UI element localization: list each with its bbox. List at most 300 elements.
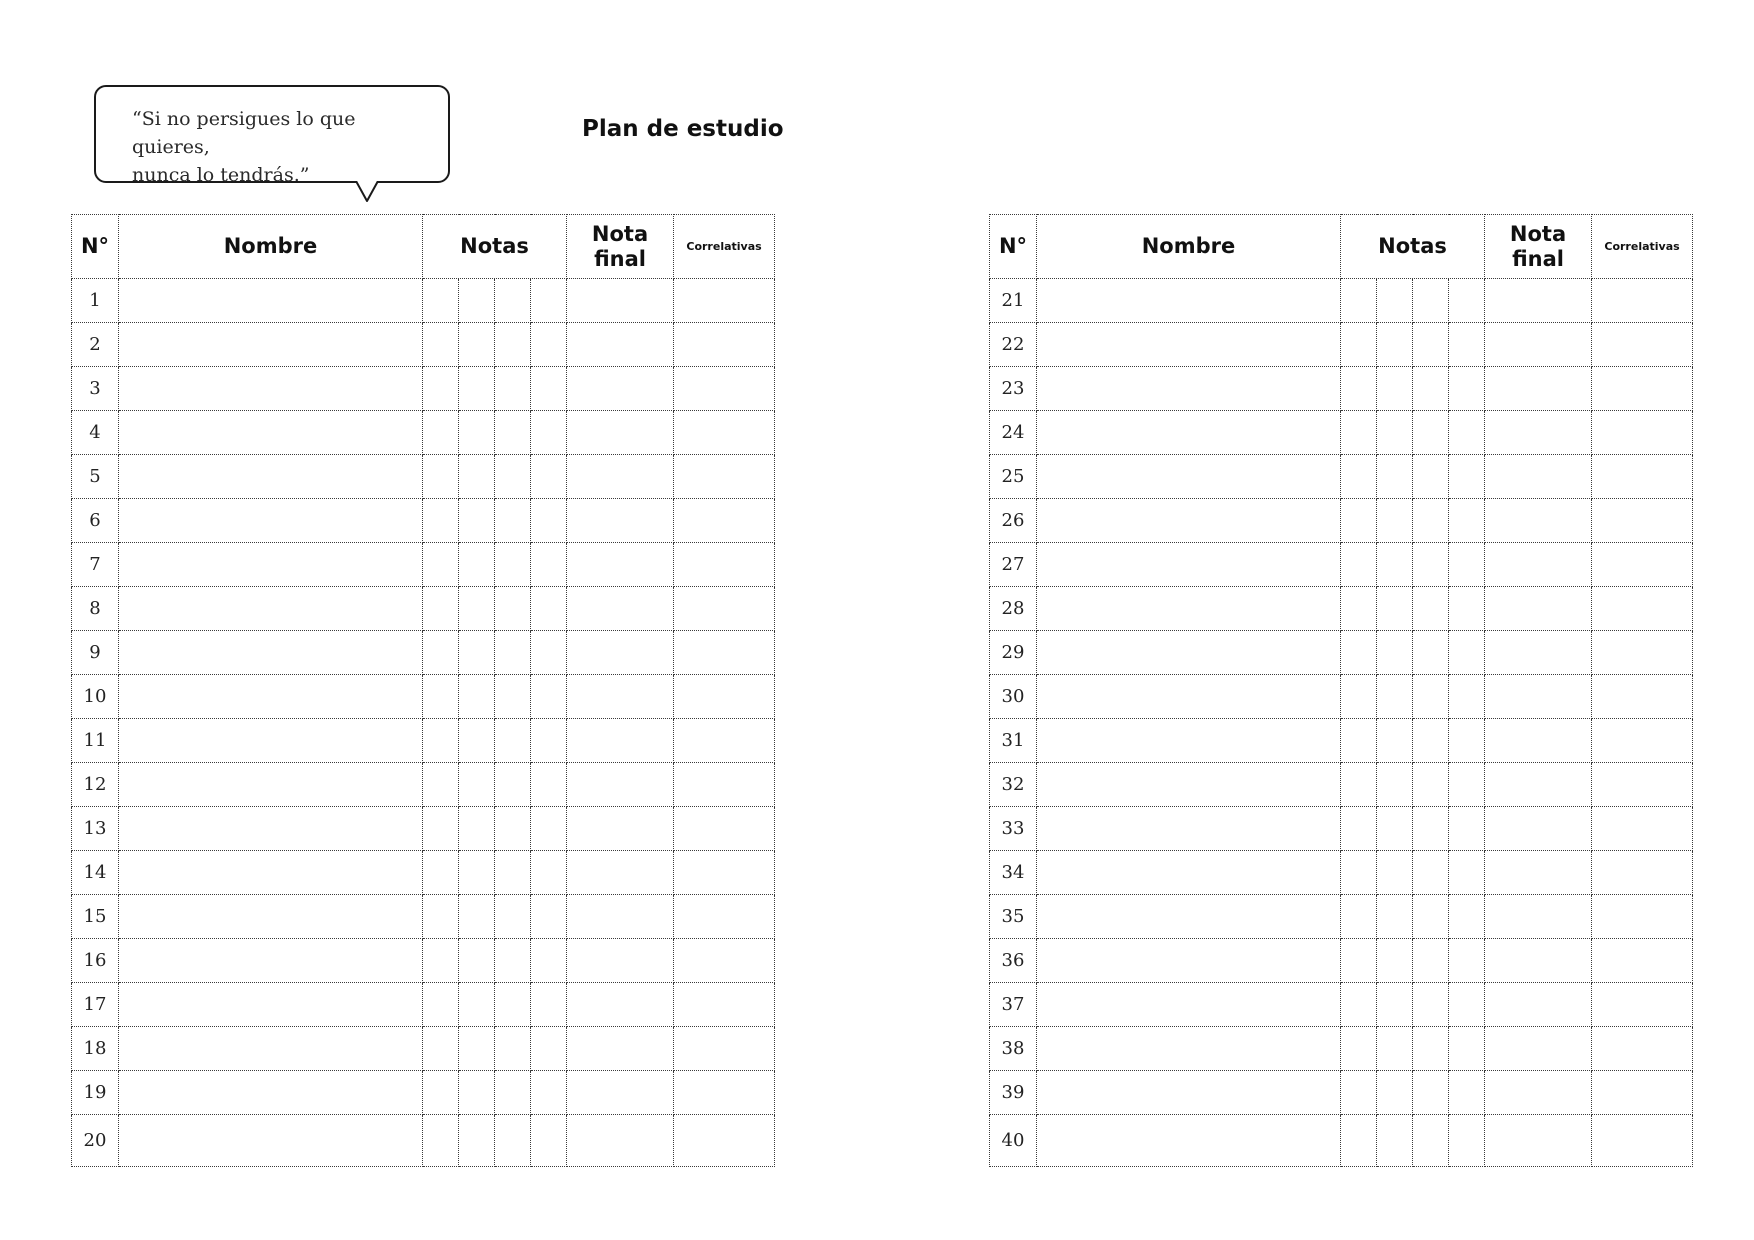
grade-cell[interactable] bbox=[495, 719, 531, 763]
table-row bbox=[990, 631, 1693, 675]
grade-cell[interactable] bbox=[531, 1071, 567, 1115]
grade-cell[interactable] bbox=[1449, 895, 1485, 939]
subject-name-cell[interactable] bbox=[1037, 719, 1341, 763]
final-grade-cell[interactable] bbox=[1485, 367, 1592, 411]
subject-name-cell[interactable] bbox=[119, 851, 423, 895]
grade-cell[interactable] bbox=[495, 807, 531, 851]
grade-cell[interactable] bbox=[1341, 1115, 1377, 1167]
prerequisites-cell[interactable] bbox=[674, 1115, 775, 1167]
grade-cell[interactable] bbox=[1413, 763, 1449, 807]
grade-cell[interactable] bbox=[1449, 543, 1485, 587]
final-grade-cell[interactable] bbox=[1485, 939, 1592, 983]
subject-name-cell[interactable] bbox=[1037, 1115, 1341, 1167]
final-grade-cell[interactable] bbox=[567, 587, 674, 631]
final-grade-cell[interactable] bbox=[567, 367, 674, 411]
final-grade-cell[interactable] bbox=[1485, 895, 1592, 939]
grade-cell[interactable] bbox=[1377, 1071, 1413, 1115]
grade-cell[interactable] bbox=[1449, 851, 1485, 895]
grade-cell[interactable] bbox=[495, 323, 531, 367]
grade-cell[interactable] bbox=[495, 367, 531, 411]
grade-cell[interactable] bbox=[531, 543, 567, 587]
subject-name-cell[interactable] bbox=[119, 587, 423, 631]
final-grade-cell[interactable] bbox=[567, 675, 674, 719]
prerequisites-cell[interactable] bbox=[1592, 851, 1693, 895]
grade-cell[interactable] bbox=[1449, 455, 1485, 499]
subject-name-cell[interactable] bbox=[1037, 763, 1341, 807]
subject-name-cell[interactable] bbox=[1037, 499, 1341, 543]
row-number: 27 bbox=[990, 543, 1037, 587]
header-number: N° bbox=[990, 215, 1037, 279]
grade-cell[interactable] bbox=[1341, 939, 1377, 983]
prerequisites-cell[interactable] bbox=[674, 367, 775, 411]
grade-cell[interactable] bbox=[423, 499, 459, 543]
grade-cell[interactable] bbox=[531, 939, 567, 983]
prerequisites-cell[interactable] bbox=[1592, 1027, 1693, 1071]
subject-name-cell[interactable] bbox=[1037, 279, 1341, 323]
grade-cell[interactable] bbox=[1341, 367, 1377, 411]
grade-cell[interactable] bbox=[1377, 719, 1413, 763]
grade-cell[interactable] bbox=[531, 763, 567, 807]
grade-cell[interactable] bbox=[1449, 763, 1485, 807]
grade-cell[interactable] bbox=[495, 763, 531, 807]
grade-cell[interactable] bbox=[531, 631, 567, 675]
subject-name-cell[interactable] bbox=[119, 1071, 423, 1115]
prerequisites-cell[interactable] bbox=[674, 1027, 775, 1071]
grade-cell[interactable] bbox=[531, 279, 567, 323]
grade-cell[interactable] bbox=[531, 1115, 567, 1167]
prerequisites-cell[interactable] bbox=[674, 763, 775, 807]
grade-cell[interactable] bbox=[423, 675, 459, 719]
prerequisites-cell[interactable] bbox=[1592, 1071, 1693, 1115]
grade-cell[interactable] bbox=[495, 983, 531, 1027]
final-grade-cell[interactable] bbox=[567, 279, 674, 323]
final-grade-cell[interactable] bbox=[567, 631, 674, 675]
grade-cell[interactable] bbox=[1413, 719, 1449, 763]
subject-name-cell[interactable] bbox=[119, 279, 423, 323]
grade-cell[interactable] bbox=[459, 851, 495, 895]
grade-cell[interactable] bbox=[459, 763, 495, 807]
row-number: 16 bbox=[72, 939, 119, 983]
grade-cell[interactable] bbox=[1413, 367, 1449, 411]
final-grade-cell[interactable] bbox=[567, 455, 674, 499]
final-grade-cell[interactable] bbox=[567, 983, 674, 1027]
prerequisites-cell[interactable] bbox=[1592, 675, 1693, 719]
subject-name-cell[interactable] bbox=[1037, 851, 1341, 895]
grade-cell[interactable] bbox=[1413, 1115, 1449, 1167]
subject-name-cell[interactable] bbox=[119, 719, 423, 763]
prerequisites-cell[interactable] bbox=[674, 499, 775, 543]
grade-cell[interactable] bbox=[459, 499, 495, 543]
subject-name-cell[interactable] bbox=[119, 455, 423, 499]
final-grade-cell[interactable] bbox=[567, 763, 674, 807]
grade-cell[interactable] bbox=[1341, 279, 1377, 323]
final-grade-cell[interactable] bbox=[567, 939, 674, 983]
final-grade-cell[interactable] bbox=[567, 1115, 674, 1167]
subject-name-cell[interactable] bbox=[119, 807, 423, 851]
grade-cell[interactable] bbox=[459, 631, 495, 675]
final-grade-cell[interactable] bbox=[1485, 279, 1592, 323]
grade-cell[interactable] bbox=[1341, 763, 1377, 807]
prerequisites-cell[interactable] bbox=[1592, 983, 1693, 1027]
prerequisites-cell[interactable] bbox=[674, 1071, 775, 1115]
grade-cell[interactable] bbox=[1341, 631, 1377, 675]
final-grade-cell[interactable] bbox=[1485, 455, 1592, 499]
grade-cell[interactable] bbox=[1377, 499, 1413, 543]
grade-cell[interactable] bbox=[459, 719, 495, 763]
final-grade-cell[interactable] bbox=[567, 499, 674, 543]
grade-cell[interactable] bbox=[459, 1115, 495, 1167]
row-number: 12 bbox=[72, 763, 119, 807]
final-grade-cell[interactable] bbox=[1485, 323, 1592, 367]
grade-cell[interactable] bbox=[1413, 851, 1449, 895]
grade-cell[interactable] bbox=[495, 455, 531, 499]
study-plan-table-right bbox=[989, 214, 1693, 1167]
subject-name-cell[interactable] bbox=[119, 895, 423, 939]
row-number: 39 bbox=[990, 1071, 1037, 1115]
grade-cell[interactable] bbox=[531, 983, 567, 1027]
grade-cell[interactable] bbox=[1449, 499, 1485, 543]
grade-cell[interactable] bbox=[1341, 455, 1377, 499]
grade-cell[interactable] bbox=[531, 807, 567, 851]
grade-cell[interactable] bbox=[423, 939, 459, 983]
grade-cell[interactable] bbox=[423, 807, 459, 851]
grade-cell[interactable] bbox=[1449, 279, 1485, 323]
grade-cell[interactable] bbox=[1449, 587, 1485, 631]
grade-cell[interactable] bbox=[1377, 939, 1413, 983]
grade-cell[interactable] bbox=[423, 455, 459, 499]
prerequisites-cell[interactable] bbox=[1592, 763, 1693, 807]
subject-name-cell[interactable] bbox=[1037, 939, 1341, 983]
grade-cell[interactable] bbox=[1341, 499, 1377, 543]
subject-name-cell[interactable] bbox=[1037, 455, 1341, 499]
grade-cell[interactable] bbox=[459, 587, 495, 631]
subject-name-cell[interactable] bbox=[1037, 1071, 1341, 1115]
grade-cell[interactable] bbox=[1413, 675, 1449, 719]
grade-cell[interactable] bbox=[1449, 983, 1485, 1027]
subject-name-cell[interactable] bbox=[1037, 587, 1341, 631]
prerequisites-cell[interactable] bbox=[674, 455, 775, 499]
grade-cell[interactable] bbox=[495, 1027, 531, 1071]
grade-cell[interactable] bbox=[423, 983, 459, 1027]
grade-cell[interactable] bbox=[423, 543, 459, 587]
grade-cell[interactable] bbox=[1377, 851, 1413, 895]
grade-cell[interactable] bbox=[495, 279, 531, 323]
grade-cell[interactable] bbox=[531, 323, 567, 367]
grade-cell[interactable] bbox=[423, 1115, 459, 1167]
final-grade-cell[interactable] bbox=[1485, 851, 1592, 895]
final-grade-cell[interactable] bbox=[1485, 1115, 1592, 1167]
subject-name-cell[interactable] bbox=[119, 1027, 423, 1071]
grade-cell[interactable] bbox=[459, 983, 495, 1027]
prerequisites-cell[interactable] bbox=[674, 587, 775, 631]
final-grade-cell[interactable] bbox=[1485, 763, 1592, 807]
grade-cell[interactable] bbox=[1377, 983, 1413, 1027]
prerequisites-cell[interactable] bbox=[674, 323, 775, 367]
prerequisites-cell[interactable] bbox=[1592, 895, 1693, 939]
row-number: 13 bbox=[72, 807, 119, 851]
table-row bbox=[72, 323, 775, 367]
grade-cell[interactable] bbox=[495, 543, 531, 587]
grade-cell[interactable] bbox=[531, 499, 567, 543]
final-grade-cell[interactable] bbox=[1485, 1027, 1592, 1071]
prerequisites-cell[interactable] bbox=[1592, 631, 1693, 675]
grade-cell[interactable] bbox=[531, 895, 567, 939]
grade-cell[interactable] bbox=[1449, 1071, 1485, 1115]
subject-name-cell[interactable] bbox=[119, 763, 423, 807]
grade-cell[interactable] bbox=[1449, 1027, 1485, 1071]
subject-name-cell[interactable] bbox=[1037, 367, 1341, 411]
grade-cell[interactable] bbox=[1449, 411, 1485, 455]
final-grade-cell[interactable] bbox=[1485, 675, 1592, 719]
prerequisites-cell[interactable] bbox=[674, 543, 775, 587]
grade-cell[interactable] bbox=[423, 323, 459, 367]
subject-name-cell[interactable] bbox=[119, 939, 423, 983]
grade-cell[interactable] bbox=[495, 411, 531, 455]
final-grade-cell[interactable] bbox=[567, 1027, 674, 1071]
quote-line-1: “Si no persigues lo que quieres, bbox=[132, 108, 356, 158]
grade-cell[interactable] bbox=[495, 1071, 531, 1115]
grade-cell[interactable] bbox=[531, 719, 567, 763]
table-row bbox=[990, 455, 1693, 499]
subject-name-cell[interactable] bbox=[119, 631, 423, 675]
grade-cell[interactable] bbox=[1377, 1027, 1413, 1071]
grade-cell[interactable] bbox=[1341, 983, 1377, 1027]
subject-name-cell[interactable] bbox=[1037, 807, 1341, 851]
prerequisites-cell[interactable] bbox=[1592, 411, 1693, 455]
grade-cell[interactable] bbox=[1377, 323, 1413, 367]
grade-cell[interactable] bbox=[495, 895, 531, 939]
prerequisites-cell[interactable] bbox=[1592, 587, 1693, 631]
prerequisites-cell[interactable] bbox=[1592, 455, 1693, 499]
grade-cell[interactable] bbox=[531, 675, 567, 719]
final-grade-cell[interactable] bbox=[1485, 587, 1592, 631]
grade-cell[interactable] bbox=[459, 1027, 495, 1071]
grade-cell[interactable] bbox=[423, 367, 459, 411]
table-row bbox=[72, 543, 775, 587]
subject-name-cell[interactable] bbox=[1037, 895, 1341, 939]
grade-cell[interactable] bbox=[495, 675, 531, 719]
prerequisites-cell[interactable] bbox=[1592, 499, 1693, 543]
subject-name-cell[interactable] bbox=[1037, 1027, 1341, 1071]
prerequisites-cell[interactable] bbox=[1592, 323, 1693, 367]
grade-cell[interactable] bbox=[1413, 939, 1449, 983]
grade-cell[interactable] bbox=[495, 939, 531, 983]
row-number: 28 bbox=[990, 587, 1037, 631]
grade-cell[interactable] bbox=[459, 279, 495, 323]
prerequisites-cell[interactable] bbox=[674, 411, 775, 455]
grade-cell[interactable] bbox=[1449, 939, 1485, 983]
prerequisites-cell[interactable] bbox=[1592, 367, 1693, 411]
subject-name-cell[interactable] bbox=[1037, 411, 1341, 455]
prerequisites-cell[interactable] bbox=[674, 851, 775, 895]
row-number: 24 bbox=[990, 411, 1037, 455]
grade-cell[interactable] bbox=[1377, 1115, 1413, 1167]
subject-name-cell[interactable] bbox=[119, 675, 423, 719]
grade-cell[interactable] bbox=[1341, 587, 1377, 631]
grade-cell[interactable] bbox=[1413, 587, 1449, 631]
grade-cell[interactable] bbox=[423, 631, 459, 675]
grade-cell[interactable] bbox=[1377, 675, 1413, 719]
subject-name-cell[interactable] bbox=[119, 367, 423, 411]
grade-cell[interactable] bbox=[459, 675, 495, 719]
grade-cell[interactable] bbox=[423, 279, 459, 323]
grade-cell[interactable] bbox=[1449, 675, 1485, 719]
grade-cell[interactable] bbox=[1413, 631, 1449, 675]
table-row bbox=[990, 675, 1693, 719]
final-grade-cell[interactable] bbox=[1485, 807, 1592, 851]
grade-cell[interactable] bbox=[459, 411, 495, 455]
prerequisites-cell[interactable] bbox=[1592, 719, 1693, 763]
final-grade-cell[interactable] bbox=[567, 807, 674, 851]
final-grade-cell[interactable] bbox=[567, 1071, 674, 1115]
table-row bbox=[72, 895, 775, 939]
final-grade-cell[interactable] bbox=[567, 719, 674, 763]
grade-cell[interactable] bbox=[1413, 1027, 1449, 1071]
subject-name-cell[interactable] bbox=[1037, 323, 1341, 367]
grade-cell[interactable] bbox=[459, 1071, 495, 1115]
final-grade-cell[interactable] bbox=[567, 543, 674, 587]
grade-cell[interactable] bbox=[423, 1027, 459, 1071]
grade-cell[interactable] bbox=[423, 763, 459, 807]
prerequisites-cell[interactable] bbox=[674, 719, 775, 763]
grade-cell[interactable] bbox=[1413, 411, 1449, 455]
grade-cell[interactable] bbox=[1341, 1027, 1377, 1071]
grade-cell[interactable] bbox=[1377, 411, 1413, 455]
grade-cell[interactable] bbox=[1341, 807, 1377, 851]
subject-name-cell[interactable] bbox=[119, 323, 423, 367]
grade-cell[interactable] bbox=[423, 895, 459, 939]
grade-cell[interactable] bbox=[423, 719, 459, 763]
row-number: 18 bbox=[72, 1027, 119, 1071]
subject-name-cell[interactable] bbox=[1037, 675, 1341, 719]
grade-cell[interactable] bbox=[531, 1027, 567, 1071]
grade-cell[interactable] bbox=[1413, 279, 1449, 323]
subject-name-cell[interactable] bbox=[119, 543, 423, 587]
grade-cell[interactable] bbox=[459, 323, 495, 367]
prerequisites-cell[interactable] bbox=[1592, 807, 1693, 851]
prerequisites-cell[interactable] bbox=[674, 807, 775, 851]
grade-cell[interactable] bbox=[1377, 807, 1413, 851]
prerequisites-cell[interactable] bbox=[1592, 1115, 1693, 1167]
grade-cell[interactable] bbox=[1413, 1071, 1449, 1115]
final-grade-cell[interactable] bbox=[567, 411, 674, 455]
header-final-grade-line2: final bbox=[1512, 246, 1564, 271]
prerequisites-cell[interactable] bbox=[1592, 939, 1693, 983]
grade-cell[interactable] bbox=[495, 499, 531, 543]
grade-cell[interactable] bbox=[1449, 631, 1485, 675]
subject-name-cell[interactable] bbox=[119, 411, 423, 455]
grade-cell[interactable] bbox=[459, 543, 495, 587]
header-name: Nombre bbox=[1037, 215, 1341, 279]
final-grade-cell[interactable] bbox=[567, 323, 674, 367]
grade-cell[interactable] bbox=[531, 367, 567, 411]
prerequisites-cell[interactable] bbox=[674, 675, 775, 719]
grade-cell[interactable] bbox=[1413, 455, 1449, 499]
subject-name-cell[interactable] bbox=[1037, 543, 1341, 587]
grade-cell[interactable] bbox=[423, 411, 459, 455]
grade-cell[interactable] bbox=[459, 455, 495, 499]
final-grade-cell[interactable] bbox=[1485, 411, 1592, 455]
grade-cell[interactable] bbox=[1377, 895, 1413, 939]
grade-cell[interactable] bbox=[1449, 807, 1485, 851]
grade-cell[interactable] bbox=[1413, 983, 1449, 1027]
grade-cell[interactable] bbox=[495, 631, 531, 675]
final-grade-cell[interactable] bbox=[1485, 499, 1592, 543]
subject-name-cell[interactable] bbox=[1037, 983, 1341, 1027]
grade-cell[interactable] bbox=[1341, 895, 1377, 939]
grade-cell[interactable] bbox=[1413, 807, 1449, 851]
grade-cell[interactable] bbox=[423, 1071, 459, 1115]
grade-cell[interactable] bbox=[1413, 499, 1449, 543]
prerequisites-cell[interactable] bbox=[674, 631, 775, 675]
grade-cell[interactable] bbox=[495, 1115, 531, 1167]
subject-name-cell[interactable] bbox=[119, 499, 423, 543]
grade-cell[interactable] bbox=[459, 895, 495, 939]
table-row bbox=[72, 411, 775, 455]
prerequisites-cell[interactable] bbox=[674, 983, 775, 1027]
final-grade-cell[interactable] bbox=[1485, 983, 1592, 1027]
subject-name-cell[interactable] bbox=[119, 983, 423, 1027]
final-grade-cell[interactable] bbox=[1485, 543, 1592, 587]
grade-cell[interactable] bbox=[1377, 455, 1413, 499]
final-grade-cell[interactable] bbox=[567, 895, 674, 939]
grade-cell[interactable] bbox=[423, 851, 459, 895]
grade-cell[interactable] bbox=[459, 939, 495, 983]
grade-cell[interactable] bbox=[1377, 587, 1413, 631]
grade-cell[interactable] bbox=[531, 587, 567, 631]
final-grade-cell[interactable] bbox=[1485, 719, 1592, 763]
grade-cell[interactable] bbox=[1449, 323, 1485, 367]
grade-cell[interactable] bbox=[1413, 543, 1449, 587]
grade-cell[interactable] bbox=[459, 367, 495, 411]
grade-cell[interactable] bbox=[1377, 367, 1413, 411]
prerequisites-cell[interactable] bbox=[674, 895, 775, 939]
grade-cell[interactable] bbox=[1341, 323, 1377, 367]
grade-cell[interactable] bbox=[531, 411, 567, 455]
prerequisites-cell[interactable] bbox=[674, 279, 775, 323]
subject-name-cell[interactable] bbox=[1037, 631, 1341, 675]
grade-cell[interactable] bbox=[1341, 851, 1377, 895]
final-grade-cell[interactable] bbox=[1485, 631, 1592, 675]
grade-cell[interactable] bbox=[1413, 323, 1449, 367]
grade-cell[interactable] bbox=[1341, 543, 1377, 587]
grade-cell[interactable] bbox=[495, 851, 531, 895]
prerequisites-cell[interactable] bbox=[1592, 543, 1693, 587]
prerequisites-cell[interactable] bbox=[674, 939, 775, 983]
grade-cell[interactable] bbox=[1377, 631, 1413, 675]
grade-cell[interactable] bbox=[531, 851, 567, 895]
grade-cell[interactable] bbox=[495, 587, 531, 631]
prerequisites-cell[interactable] bbox=[1592, 279, 1693, 323]
grade-cell[interactable] bbox=[423, 587, 459, 631]
grade-cell[interactable] bbox=[1377, 279, 1413, 323]
grade-cell[interactable] bbox=[531, 455, 567, 499]
grade-cell[interactable] bbox=[1449, 719, 1485, 763]
grade-cell[interactable] bbox=[1377, 543, 1413, 587]
final-grade-cell[interactable] bbox=[567, 851, 674, 895]
grade-cell[interactable] bbox=[1377, 763, 1413, 807]
grade-cell[interactable] bbox=[459, 807, 495, 851]
grade-cell[interactable] bbox=[1413, 895, 1449, 939]
final-grade-cell[interactable] bbox=[1485, 1071, 1592, 1115]
grade-cell[interactable] bbox=[1449, 1115, 1485, 1167]
grade-cell[interactable] bbox=[1341, 719, 1377, 763]
subject-name-cell[interactable] bbox=[119, 1115, 423, 1167]
grade-cell[interactable] bbox=[1341, 411, 1377, 455]
grade-cell[interactable] bbox=[1449, 367, 1485, 411]
grade-cell[interactable] bbox=[1341, 675, 1377, 719]
grade-cell[interactable] bbox=[1341, 1071, 1377, 1115]
